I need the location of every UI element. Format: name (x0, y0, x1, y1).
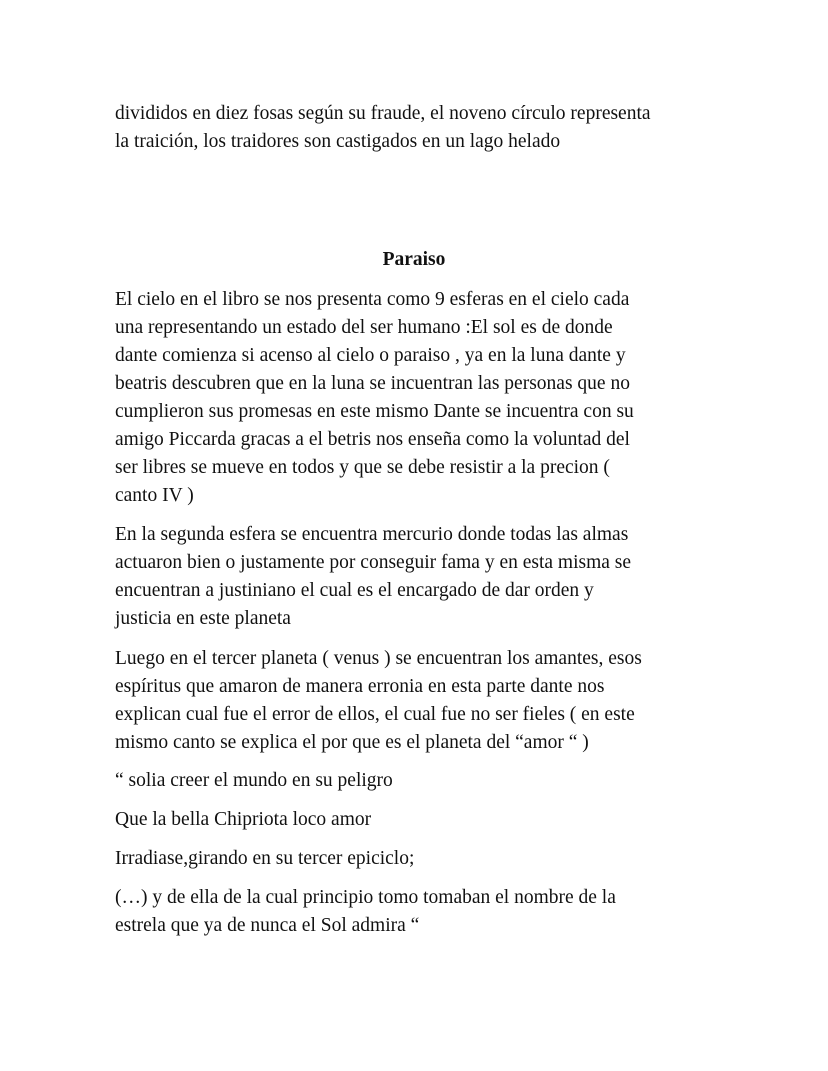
paragraph-cielo (115, 286, 725, 510)
text-line: explican cual fue el error de ellos, el cual fue no ser fieles ( en este (115, 704, 635, 725)
section-heading: Paraiso (382, 249, 446, 270)
text-line: beatris descubren que en la luna se incuentran las personas que no (115, 373, 630, 394)
text-line: Que la bella Chipriota loco amor (115, 809, 372, 830)
text-line: dante comienza si acenso al cielo o paraiso , ya en la luna dante y (115, 345, 626, 366)
text-line: amigo Piccarda gracas a el betris nos enseña como la voluntad del (115, 429, 630, 450)
quote-line-1 (115, 767, 725, 795)
text-line: Luego en el tercer planeta ( venus ) se encuentran los amantes, esos (115, 648, 642, 669)
text-line: divididos en diez fosas según su fraude, el noveno círculo representa (115, 103, 651, 124)
paragraph-venus (115, 645, 725, 757)
text-line: “ solia creer el mundo en su peligro (115, 770, 393, 791)
text-line: En la segunda esfera se encuentra mercurio donde todas las almas (115, 524, 629, 545)
quote-closing (115, 884, 725, 940)
text-line: El cielo en el libro se nos presenta como 9 esferas en el cielo cada (115, 289, 630, 310)
text-line: justicia en este planeta (115, 608, 291, 629)
text-line: (…) y de ella de la cual principio tomo tomaban el nombre de la (115, 887, 616, 908)
quote-line-2 (115, 806, 725, 834)
text-line: estrela que ya de nunca el Sol admira “ (115, 915, 420, 936)
text-line: una representando un estado del ser humano :El sol es de donde (115, 317, 613, 338)
text-line: actuaron bien o justamente por conseguir fama y en esta misma se (115, 552, 632, 573)
text-line: ser libres se mueve en todos y que se debe resistir a la precion ( (115, 457, 610, 478)
intro-paragraph (115, 100, 725, 156)
text-line: cumplieron sus promesas en este mismo Dante se incuentra con su (115, 401, 634, 422)
text-line: mismo canto se explica el por que es el planeta del “amor “ ) (115, 732, 589, 753)
quote-line-3 (115, 845, 725, 873)
paragraph-mercurio (115, 521, 725, 633)
text-line: espíritus que amaron de manera erronia en esta parte dante nos (115, 676, 605, 697)
text-line: Irradiase,girando en su tercer epiciclo; (115, 848, 415, 869)
text-line: encuentran a justiniano el cual es el encargado de dar orden y (115, 580, 594, 601)
text-line: canto IV ) (115, 485, 194, 506)
text-line: la traición, los traidores son castigados en un lago helado (115, 131, 561, 152)
